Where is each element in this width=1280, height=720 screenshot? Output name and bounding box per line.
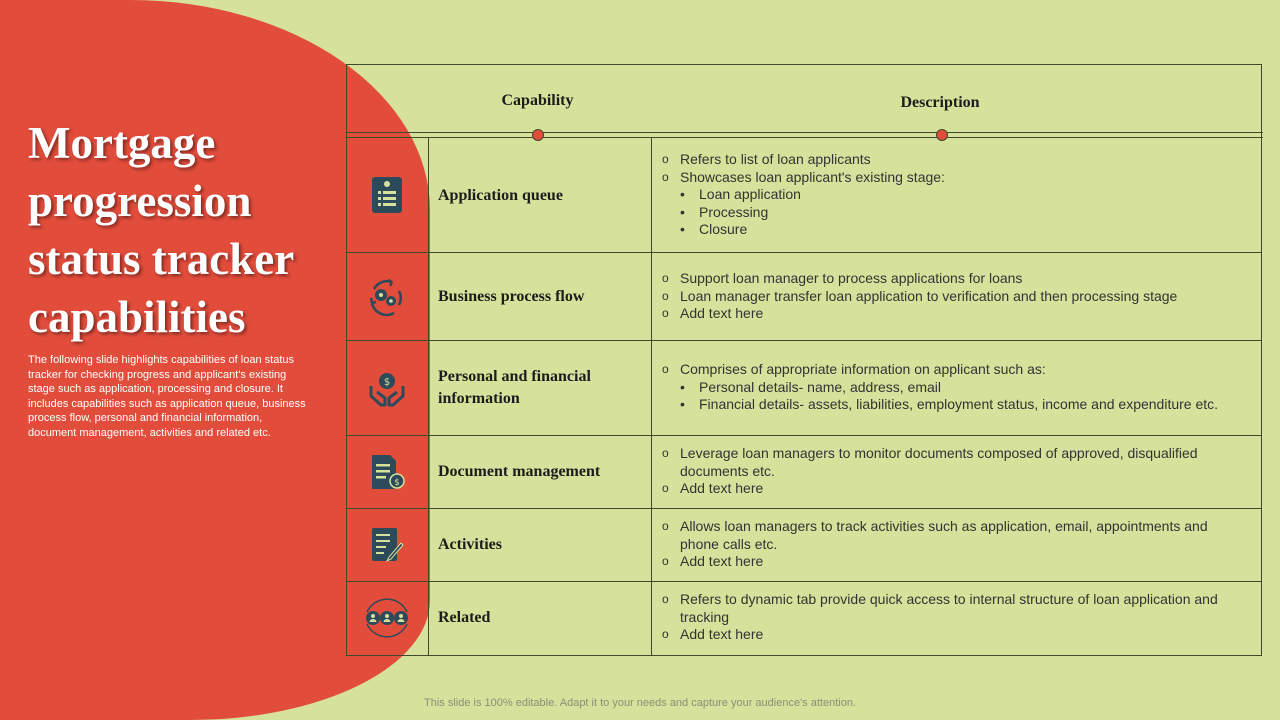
description-list <box>662 151 1250 239</box>
footer-note: This slide is 100% editable. Adapt it to your needs and capture your audience's attention. <box>424 697 856 709</box>
column-divider <box>651 138 652 655</box>
gears-cycle-icon <box>366 277 406 317</box>
description-list <box>662 445 1250 498</box>
header-divider <box>346 132 1263 133</box>
column-header-description: Description <box>900 94 980 111</box>
document-coins-icon <box>368 452 408 492</box>
capability-label: Personal and financial information <box>438 368 591 407</box>
list-item: o Comprises of appropriate information on applicant such as: <box>662 361 1250 379</box>
list-item: o Leverage loan managers to monitor documents composed of approved, disqualified documents etc. <box>662 445 1250 480</box>
list-item: • Loan application <box>662 186 1250 204</box>
list-item: o Add text here <box>662 626 1250 644</box>
capability-label: Application queue <box>438 186 563 204</box>
list-item: o Add text here <box>662 480 1250 498</box>
team-network-icon <box>363 598 411 638</box>
header-divider <box>346 137 1263 138</box>
list-item: o Showcases loan applicant's existing stage: <box>662 169 1250 187</box>
description-list <box>662 270 1250 323</box>
list-item: o Support loan manager to process applications for loans <box>662 270 1250 288</box>
description-list <box>662 591 1250 644</box>
divider-dot <box>936 129 948 141</box>
svg-text:$: $ <box>394 478 400 488</box>
list-item: • Financial details- assets, liabilities, employment status, income and expenditure etc. <box>662 396 1250 414</box>
column-divider <box>428 138 429 655</box>
list-document-icon <box>367 175 407 215</box>
svg-text:$: $ <box>383 377 391 388</box>
list-item: o Add text here <box>662 305 1250 323</box>
column-header-capability: Capability <box>501 92 574 109</box>
list-item: • Closure <box>662 221 1250 239</box>
list-item: o Allows loan managers to track activities such as application, email, appointments and phone calls etc. <box>662 518 1250 553</box>
checklist-pen-icon <box>367 525 407 565</box>
description-list <box>662 518 1250 571</box>
capability-label: Business process flow <box>438 287 585 305</box>
list-item: o Loan manager transfer loan application to verification and then processing stage <box>662 288 1250 306</box>
slide-description: The following slide highlights capabilities of loan status tracker for checking progress and applicant's existing stage such as application, processing and closure. It includes capabilities such as application queue, business process flow, personal and financial information, document management, activities and related etc. <box>28 354 306 439</box>
slide-title: Mortgage progression status tracker capabilities <box>28 118 294 342</box>
capability-label: Related <box>438 609 491 626</box>
list-item: o Add text here <box>662 553 1250 571</box>
list-item: o Refers to dynamic tab provide quick access to internal structure of loan application and tracking <box>662 591 1250 626</box>
hands-money-icon <box>367 368 407 408</box>
description-list <box>662 361 1250 414</box>
list-item: • Processing <box>662 204 1250 222</box>
list-item: o Refers to list of loan applicants <box>662 151 1250 169</box>
list-item: • Personal details- name, address, email <box>662 379 1250 397</box>
capability-label: Activities <box>438 536 502 553</box>
capability-label: Document management <box>438 463 601 480</box>
